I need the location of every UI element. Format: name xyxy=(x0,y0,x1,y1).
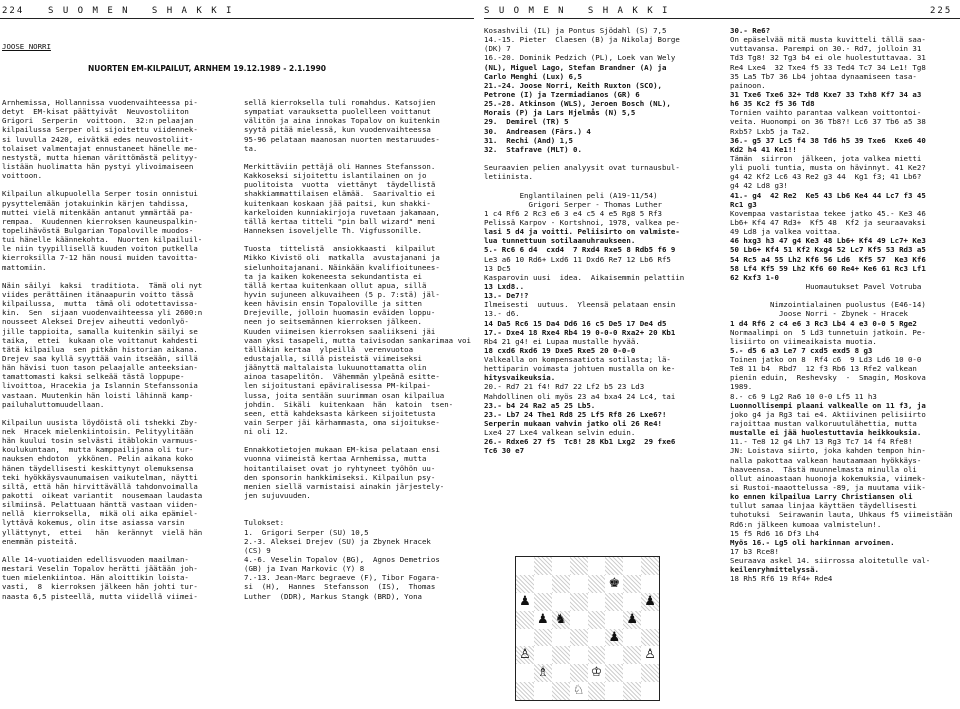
chess-square xyxy=(605,664,623,682)
col4-line: Re4 Lxe4 32 Txe4 f5 33 Ted4 Tc7 34 Le1! Tg8 xyxy=(730,62,926,72)
chess-square xyxy=(570,664,588,682)
col1-line: Kilpailun uusista löydöistä oli tshekki Zby- xyxy=(2,417,198,427)
col4-line: si Rustoi-maaottelussa -89, ja muutama viik- xyxy=(730,483,926,493)
chess-piece-square: ♟ xyxy=(623,611,641,629)
chess-square xyxy=(552,682,570,700)
chess-piece-square: ♗ xyxy=(534,664,552,682)
col3-line: Morais (P) ja Lars Hjelmås (N) 5,5 xyxy=(484,108,636,118)
col2-line: 95-96 pelataan maanosan nuorten mestaruudes- xyxy=(244,134,440,144)
col4-line: g4 42 Ld8 g3! xyxy=(730,181,788,191)
chess-piece-square: ♙ xyxy=(516,646,534,664)
col3-line: 18 cxd6 Rxd6 19 Dxe5 Rxe5 20 0-0-0 xyxy=(484,345,636,355)
col4-line: 31 Txe6 Txe6 32+ Td8 Kxe7 33 Txh8 Kf7 34 a3 xyxy=(730,89,922,99)
col2-line: vain Serper jäi kärhammasta, oma sijoitukse- xyxy=(244,417,440,427)
col4-line: tullut samaa linjaa käyttäen täydellisesti xyxy=(730,501,917,511)
col2-line: jen sujuvuuden. xyxy=(244,491,311,501)
col4-line: keilenryhmittelyssä. xyxy=(730,565,819,575)
col4-line: Kovempaa vastaristaa tekee jatko 45.- Ke3 46 xyxy=(730,208,926,218)
col4-line: Tornien vaihto parantaa valkean voittontoi- xyxy=(730,108,922,118)
col4-line: Lb6+ Kf4 47 Rd3+ Kf5 48 Kf2 ja seuraavaksi xyxy=(730,217,926,227)
chess-diagram xyxy=(515,556,660,701)
chess-square xyxy=(641,611,659,629)
chess-piece-square: ♟ xyxy=(641,593,659,611)
col3-line: 20.- Rd7 21 f4! Rd7 22 Lf2 b5 23 Ld3 xyxy=(484,382,645,392)
chess-square xyxy=(623,593,641,611)
col1-line: taika, ettei kukaan ole voittanut kahdesti xyxy=(2,335,198,345)
chess-square xyxy=(623,629,641,647)
col1-line: kilpailussa Serper oli sijoitettu viidennek- xyxy=(2,125,198,135)
col4-line: 36.- g5 37 Lc5 f4 38 Td6 h5 39 Txe6 Kxe6 40 xyxy=(730,135,926,145)
chess-square xyxy=(605,557,623,575)
chess-square xyxy=(623,557,641,575)
col1-line: siltä, että hän hirvittävällä tahdonvoimalla xyxy=(2,481,198,491)
col1-line: yllättynyt, ettei hän kerännyt vielä hän xyxy=(2,527,203,537)
column-1 xyxy=(2,98,230,704)
col2-line xyxy=(244,500,476,509)
col2-line: lussa, joita sentään suurimman osan kilpailua xyxy=(244,390,445,400)
col1-line: topelihävöstä Bulgarian Topaloville muodos- xyxy=(2,225,194,235)
col2-line: (GB) ja Ivan Markovic (Y) 8 xyxy=(244,564,365,574)
right-header-rule xyxy=(484,18,960,19)
chess-piece-square: ♞ xyxy=(552,611,570,629)
col1-line: Drejev saa kyllä syyttää vain itseään, sillä xyxy=(2,353,198,363)
col3-line: 32. Stafrave (MLT) 0. xyxy=(484,144,582,154)
chess-square xyxy=(570,593,588,611)
col1-line: tätä kilpailua sen pitkän historian aikana. xyxy=(2,344,198,354)
col3-line: 14.-15. Pieter Claesen (B) ja Nikolaj Borge xyxy=(484,35,680,45)
col4-line: Normaalimpi on 5 Ld3 tunnetuin jatkoin. Pe- xyxy=(730,327,926,337)
col4-line: 62 Kxf3 1-0 xyxy=(730,272,779,282)
col2-line: Kuuden viimeisen kierroksen saaliikseni jäi xyxy=(244,326,436,336)
col1-line: tolaiset valmentajat ennustaneet hänelle me- xyxy=(2,143,198,153)
col4-line: Seuraava askel 14. siirrossa aloitetulle val- xyxy=(730,556,931,566)
col3-line: Valkealla on kompensaatiota sotilasta; lä- xyxy=(484,355,671,365)
col1-line: teki hyökkäysvaunumaisen vaikutelman, näytti xyxy=(2,472,198,482)
col1-line xyxy=(2,272,230,281)
col2-line: keen hävisin ensin Topaloville ja sitten xyxy=(244,299,422,309)
col2-line: sympatiat varauksetta puolelleen voittanut xyxy=(244,107,431,117)
col2-line: den sponsorin hankkimiseksi. Kilpailun psy- xyxy=(244,472,436,482)
chess-square xyxy=(623,575,641,593)
col3-line: 13 Dc5 xyxy=(484,263,511,273)
col1-line: tui hänelle käännekohta. Nuorten kilpailuil- xyxy=(2,235,203,245)
col4-line: JN: Loistava siirto, joka kahden tempon hin- xyxy=(730,446,926,456)
col2-line: si (H), Hannes Stefansson (IS), Thomas xyxy=(244,582,436,592)
column-4 xyxy=(730,26,960,704)
chess-square xyxy=(588,646,606,664)
col4-line: vuttavansa. Parempi on 30.- Rd7, jolloin 31 xyxy=(730,44,922,54)
col1-line: detyt EM-kisat päättyivät Neuvostoliiton xyxy=(2,107,189,117)
col2-line: vaan yksi tasapeli, mutta taivisodan sankarimaa voi xyxy=(244,335,471,345)
chess-square xyxy=(641,575,659,593)
right-page-number: 225 xyxy=(930,6,953,16)
col2-line: Ennakkotietojen mukaan EM-kisa pelataan ensi xyxy=(244,445,440,455)
col4-line: nalla pakottaa valkean hautaamaan hyökkäys- xyxy=(730,455,922,465)
chess-square xyxy=(570,629,588,647)
right-running-title: S U O M E N S H A K K I xyxy=(484,6,670,16)
col2-line: jäänyttä maltalaista lukuunottamatta olin xyxy=(244,363,427,373)
col1-line: viides perättäinen itänaapurin voitto tässä xyxy=(2,289,194,299)
col3-line: Grigori Serper - Thomas Luther xyxy=(484,199,662,209)
col4-line: veita. Huonompi on 36 Tb8?! Lc6 37 Tb6 a5 38 xyxy=(730,117,926,127)
chess-square xyxy=(516,682,534,700)
col2-line: Mikko Kivistö oli matkalla avustajanani ja xyxy=(244,253,440,263)
column-2 xyxy=(244,98,476,704)
col2-line: edustajalla, sillä pisteistä viimeiseksi xyxy=(244,353,422,363)
col1-line: mestari Veselin Topalov herätti jäätään joh- xyxy=(2,564,198,574)
col4-line: 1 d4 Rf6 2 c4 e6 3 Rc3 Lb4 4 e3 0-0 5 Rge2 xyxy=(730,318,917,328)
col3-line: 31. Rechi (And) 1,5 xyxy=(484,135,573,145)
col1-line: Grigori Serperin voittoon. 32:n pelaajan xyxy=(2,116,194,126)
col4-line: 30.- Re6? xyxy=(730,26,771,35)
col4-line: 18 Rh5 Rf6 19 Rf4+ Rde4 xyxy=(730,574,833,584)
col4-line: h6 35 Kc2 f5 36 Td8 xyxy=(730,99,815,109)
col3-line: Lxe4 27 Lxe4 valkean selvin eduin. xyxy=(484,428,636,438)
col3-line: 13.- De7!? xyxy=(484,291,529,301)
chess-piece-square: ♚ xyxy=(608,575,621,591)
author-kicker: JOOSE NORRI xyxy=(2,42,51,51)
chess-square xyxy=(552,629,570,647)
col3-line: 29. Demirel (TR) 5 xyxy=(484,117,569,127)
chess-square xyxy=(588,575,606,593)
chess-piece-square: ♟ xyxy=(605,629,623,647)
chess-square xyxy=(534,646,552,664)
col4-line: Joose Norri - Zbynek - Hracek xyxy=(730,309,908,319)
col4-line: 54 Rc5 a4 55 Lh2 Kf6 56 Ld6 Kf5 57 Ke3 Kf6 xyxy=(730,254,926,264)
col1-line: lyttävä kokemus, olin itse asiassa varsin xyxy=(2,518,185,528)
chess-square xyxy=(605,646,623,664)
chess-square xyxy=(623,646,641,664)
col1-line: tamattomasti kaksi selkeää tästä loppupe- xyxy=(2,372,185,382)
col3-line xyxy=(484,154,716,163)
col4-line: 46 hxg3 h3 47 g4 Ke3 48 Lb6+ Kf4 49 Lc7+ Ke3 xyxy=(730,236,926,246)
chess-square xyxy=(552,664,570,682)
col3-line: letiinista. xyxy=(484,172,533,182)
col3-line: Carlo Menghi (Lux) 6,5 xyxy=(484,71,582,81)
col2-line: len sijoitustani epäviralisessa PM-kilpai- xyxy=(244,381,431,391)
col3-line: Kosashvili (IL) ja Pontus Sjödahl (S) 7,5 xyxy=(484,26,667,35)
col4-line: pienin eduin, Reshevsky - Smagin, Moskova xyxy=(730,373,926,383)
col3-line: 14 Da5 Rc6 15 Da4 Dd6 16 c5 De5 17 De4 d5 xyxy=(484,318,667,328)
col3-line: lua tunnettuun sotilaanuhraukseen. xyxy=(484,236,636,246)
chess-square xyxy=(534,593,552,611)
chess-square xyxy=(588,629,606,647)
col3-line: 13.- d6. xyxy=(484,309,520,319)
col3-line: 21.-24. Joose Norri, Keith Ruxton (SCO), xyxy=(484,80,662,90)
col2-line: neen jo seitsemännen kierroksen jälkeen. xyxy=(244,317,422,327)
col1-line: muttei vielä mitenkään antanut ymmärtää pa- xyxy=(2,207,194,217)
col4-line: 58 Lf4 Kf5 59 Lh2 Kf6 60 Re4+ Ke6 61 Rc3 Lf1 xyxy=(730,263,926,273)
col4-line: 1989. xyxy=(730,382,753,392)
col2-line xyxy=(244,153,476,162)
col4-line: Myös 16.- Lg5 oli harkinnan arvoinen. xyxy=(730,537,895,547)
col3-line: Ilmeisesti uutuus. Yleensä pelataan ensin xyxy=(484,300,676,310)
col2-line: hoitantilaiset ovat jo ryhtyneet työhön uu- xyxy=(244,463,436,473)
col3-line: Pelissä Karpov - Kortshnoi, 1978, valkea pe- xyxy=(484,217,680,227)
chess-square xyxy=(552,646,570,664)
col4-line: 41.- g4 42 Re2 Ke5 43 Lb6 Ke4 44 Lc7 f3 45 xyxy=(730,190,926,200)
chess-square xyxy=(534,557,552,575)
col1-line: Kilpailun alkupuolella Serper tosin onnistui xyxy=(2,189,198,199)
col2-line: menien siellä varmistaisi ainakin järjestely- xyxy=(244,481,445,491)
col1-line: Arnhemissa, Hollannissa vuodenvaihteessa pi- xyxy=(2,98,198,107)
col4-line: 35 La5 Tb7 36 Lb4 johtaa dynaamiseen tasa- xyxy=(730,71,917,81)
col3-line: hitysvaikeuksia. xyxy=(484,373,556,383)
col2-line: Hanneksen isoveljelle Th. Vigfussonille. xyxy=(244,225,422,235)
col2-line: sellä kierroksella tuli romahdus. Katsojien xyxy=(244,98,436,107)
chess-square xyxy=(570,611,588,629)
chess-square xyxy=(552,557,570,575)
chess-square xyxy=(534,682,552,700)
col3-line: 25.-28. Atkinson (WLS), Jeroen Bosch (NL), xyxy=(484,99,671,109)
col2-line: 4.-6. Veselin Topalov (BG), Agnos Demetrios xyxy=(244,555,440,565)
col4-line: Kd2 h4 41 Ke1!! xyxy=(730,144,797,154)
col3-line: Mahdollinen oli myös 23 a4 bxa4 24 Lc4, tai xyxy=(484,391,676,401)
col1-line: livoittoa, Hracekia ja Islannin Stefanssonia xyxy=(2,381,198,391)
col2-line: ta. xyxy=(244,143,258,153)
col1-line: mattomiin. xyxy=(2,262,47,272)
col4-line: 17 b3 Rce8! xyxy=(730,547,779,557)
chess-square xyxy=(552,575,570,593)
col3-line: 23.- Lb7 24 The1 Rd8 25 Lf5 Rf8 26 Lxe6?! xyxy=(484,409,667,419)
chess-square xyxy=(588,593,606,611)
col1-line xyxy=(2,180,230,189)
col3-line: (NL), Miguel Lago, Stefan Brandner (A) ja xyxy=(484,62,667,72)
chess-square xyxy=(534,575,552,593)
col4-line: Luonnollisempi plaani valkealle on 11 f3, ja xyxy=(730,400,926,410)
col3-line: (DK) 7 xyxy=(484,44,511,54)
chess-square xyxy=(516,629,534,647)
col1-line: rempaa. Kuudennen kierroksen kauneuspalkin- xyxy=(2,216,198,226)
col2-line: tällä kertaa titteli "pin ball wizard" meni xyxy=(244,216,436,226)
col2-line: 1. Grigori Serper (SU) 10,5 xyxy=(244,527,369,537)
col4-line: Te8 11 b4 Rbd7 12 f3 Rb6 13 Rfe2 valkean xyxy=(730,364,917,374)
col1-line: vasti, 8 kierroksen jälkeen hän johti tur- xyxy=(2,582,198,592)
col1-line: kin. Sen sijaan vuodenvaihteessa yli 2600:n xyxy=(2,308,203,318)
left-page-number: 224 xyxy=(2,6,25,16)
col2-line: välitön ja aina innokas Topalov on kuitenkin xyxy=(244,116,440,126)
chess-square xyxy=(605,682,623,700)
col2-line: Tulokset: xyxy=(244,518,285,528)
chess-square xyxy=(516,611,534,629)
column-3 xyxy=(484,26,716,552)
chess-piece-square: ♟ xyxy=(519,593,531,609)
chess-square xyxy=(588,557,606,575)
col3-line: 26.- Rdxe6 27 f5 Tc8! 28 Kb1 Lxg2 29 fxe6 xyxy=(484,437,676,447)
col3-line: 16.-20. Dominik Pedzich (PL), Loek van Wely xyxy=(484,53,676,63)
col4-line: Rd6:n jälkeen kumoaa valmistelun!. xyxy=(730,519,882,529)
col1-line: pakotti oikeat variantit nousemaan laudasta xyxy=(2,491,203,501)
col3-line: Seuraavien pelien analyysit ovat turnausbul- xyxy=(484,163,680,173)
col1-line: kilpailussa, mutta tämä oli odotettavissa- xyxy=(2,299,198,309)
chess-square xyxy=(570,575,588,593)
col1-line: enemmän pisteitä. xyxy=(2,536,78,546)
col3-line: Le3 a6 10 Rd6+ Lxd6 11 Dxd6 Re7 12 Lb6 Rf5 xyxy=(484,254,671,264)
chess-square xyxy=(641,682,659,700)
chess-square xyxy=(641,664,659,682)
col1-line: voittoon. xyxy=(2,171,43,181)
col4-line: 49 Ld8 ja valkea voittaa. xyxy=(730,227,842,237)
col2-line: (CS) 9 xyxy=(244,545,271,555)
col1-line xyxy=(2,409,230,418)
col4-line: Toinen jatko on 8 Rf4 c6 9 Ld3 Ld6 10 0-0 xyxy=(730,355,922,365)
col4-line: ko ennen kilpailua Larry Christiansen oli xyxy=(730,492,913,502)
col1-line: nauksen ehdoton ykkönen. Pelin aikana koko xyxy=(2,454,194,464)
col4-line: 50 Lb6+ Kf4 51 Kf2 Kxg4 52 Lc7 Kf5 53 Rd3 a5 xyxy=(730,245,926,255)
left-running-title: S U O M E N S H A K K I xyxy=(48,6,234,16)
col2-line: ainoa tasapelitön. Vähemmän ylpeänä esitte- xyxy=(244,372,440,382)
col4-line: tuhotuksi Seirawanin lauta, Uhkaus f5 viimeistään xyxy=(730,510,953,520)
col4-line: haaveensa. Tästä muunnelmasta minulla oli xyxy=(730,464,917,474)
col1-line: nousseet Aleksei Drejev aiheutti vedonlyö- xyxy=(2,317,189,327)
col3-line: 17.- Dxe4 18 Rxe4 Rb4 19 0-0-0 Rxa2+ 20 Kb1 xyxy=(484,327,676,337)
col3-line: 23.- b4 24 Ra2 a5 25 Lb5. xyxy=(484,400,596,410)
col2-line: karkeloiden kunniakirjoja ruvetaan jakamaan, xyxy=(244,207,440,217)
col2-line: johdin. Sikäli kuitenkaan hän katoin tsen- xyxy=(244,399,454,409)
col2-line xyxy=(244,235,476,244)
chess-square xyxy=(552,593,570,611)
chess-square xyxy=(641,629,659,647)
chess-square xyxy=(516,664,534,682)
col3-line xyxy=(484,181,716,190)
col4-line: 15 f5 Rd6 16 Df3 Lh4 xyxy=(730,528,819,538)
col4-line: yli puoli tuntia, musta on hävinnyt. 41 Ke2? xyxy=(730,163,926,173)
col2-line: ni oli 12. xyxy=(244,427,289,437)
col1-line: kierroksilla 7-12 hän nousi muiden tavoitta- xyxy=(2,253,198,263)
col3-line: 1 c4 Rf6 2 Rc3 e6 3 e4 c5 4 e5 Rg8 5 Rf3 xyxy=(484,208,662,218)
chess-square xyxy=(605,611,623,629)
col2-line: Kakkoseksi sijoitettu islantilainen on jo xyxy=(244,171,427,181)
col3-line: Englantilainen peli (A19-11/54) xyxy=(484,190,658,200)
col2-line: tälläkin kertaa ylpeillä verenvuotoa xyxy=(244,344,414,354)
chess-square xyxy=(516,575,534,593)
col4-line: mustalle ei jää huolestuttavia heikkouksia. xyxy=(730,428,922,438)
col1-line: si luvulla 2420, eivätkä edes neuvostoliit- xyxy=(2,134,194,144)
col1-line: nek Hracek mielenkiintoisin. Pelityylitään xyxy=(2,427,194,437)
chess-square xyxy=(570,557,588,575)
col1-line: pailuhaluttomuudellaan. xyxy=(2,399,105,409)
col1-line: naasta 6,5 pisteellä, mutta viidellä viimei- xyxy=(2,591,198,601)
col1-line: listään huolimatta hän pystyi ylivoimaiseen xyxy=(2,161,194,171)
col2-line: puolitoista vuotta viettänyt täydellistä xyxy=(244,180,436,190)
col4-line: rajoittaa mustan valkoruutulähettia, mutta xyxy=(730,419,917,429)
col1-line: hän kuului tosin selvästi itäblokin varmuus- xyxy=(2,436,198,446)
col2-line: shakkiammattilaisen elämää. Saarivaltio ei xyxy=(244,189,436,199)
col3-line: Tc6 30 e7 xyxy=(484,446,525,456)
col4-line: joko g4 ja Rg3 tai e4. Aktiivinen pelisiirto xyxy=(730,409,926,419)
col1-line xyxy=(2,546,230,555)
chess-square xyxy=(570,646,588,664)
chess-piece-square: ♙ xyxy=(644,647,656,663)
chess-piece-square: ♘ xyxy=(572,683,585,699)
col2-line: sielunhoitajanani. Näinkään kvalifioitunees- xyxy=(244,262,440,272)
col2-line: Luther (DDR), Markus Stangk (BRD), Yona xyxy=(244,591,422,601)
chess-square xyxy=(516,557,534,575)
chess-square xyxy=(605,593,623,611)
article-headline: NUORTEN EM-KILPAILUT, ARNHEM 19.12.1989 - 2.1.1990 xyxy=(88,64,327,73)
chess-square xyxy=(641,557,659,575)
col3-line: Kasparovin uusi idea. Aikaisemmin pelattiin xyxy=(484,272,685,282)
col1-line: koulukuntaan, mutta kamppailijana oli tur- xyxy=(2,445,194,455)
col1-line: hän hävisi tuon tason pelaajalle anteeksian- xyxy=(2,363,198,373)
col4-line: Huomautukset Pavel Votruba xyxy=(730,281,922,291)
col2-line: hyvin sujuneen alkuvaiheen (5 p. 7:stä) jäl- xyxy=(244,289,440,299)
left-header-rule xyxy=(0,18,474,19)
col3-line: Serperin mukaan vahvin jatko oli 26 Re4! xyxy=(484,419,662,429)
col2-line: Tuosta tittelistä ansiokkaasti kilpailut xyxy=(244,244,436,254)
col2-line: seen, että kahdeksasta kärkeen sijoitetusta xyxy=(244,408,436,418)
col1-line: le niin tyypillisellä kuuden voiton putkella xyxy=(2,244,198,254)
col1-line: nellä kierroksella, mikä oli aika epämiel- xyxy=(2,509,198,519)
col1-line: tuen mielenkiintoa. Hän aloittikin loista- xyxy=(2,573,189,583)
col3-line: Petrone (I) ja Tzermiadianos (GR) 6 xyxy=(484,89,640,99)
col4-line: painoon. xyxy=(730,80,766,90)
chess-piece-square: ♟ xyxy=(536,611,549,627)
col4-line: Rc1 g3 xyxy=(730,199,757,209)
col1-line: jille tappioita, samalla kuitenkin säilyi se xyxy=(2,326,198,336)
chess-square xyxy=(534,629,552,647)
col3-line: 30. Andreasen (Färs.) 4 xyxy=(484,126,591,136)
col2-line: vuonna viimeistä kertaa Arnhemissa, mutta xyxy=(244,454,427,464)
col3-line: Rb4 21 g4! ei Lupaa mustalle hyvää. xyxy=(484,336,640,346)
col2-line: 7.-13. Jean-Marc begraeve (F), Tibor Fogara- xyxy=(244,573,440,583)
chess-square xyxy=(623,682,641,700)
chess-square xyxy=(623,664,641,682)
col3-line: hettiparin voimasta johtuen mustalla on ke- xyxy=(484,364,676,374)
col3-line: lasi 5 d4 ja voitti. Peliisirto on valmiste- xyxy=(484,227,680,237)
col1-line: Näin säilyi kaksi traditiota. Tämä oli nyt xyxy=(2,280,203,290)
chess-piece-square: ♔ xyxy=(590,665,603,681)
chess-square xyxy=(588,611,606,629)
col3-line: 13 Lxd8.. xyxy=(484,281,525,291)
col4-line: ollut ainoastaan huonoja kokemuksia, viimek- xyxy=(730,473,926,483)
col1-line: silmiinsä. Pelattuaan hänttä vastaan viiden- xyxy=(2,500,198,510)
col4-line: Tämän siirron jälkeen, jota valkea mietti xyxy=(730,153,922,163)
col4-line: Td3 Tg8! 32 Tg3 b4 ei ole huolestuttavaa. 31 xyxy=(730,53,926,63)
col2-line: Merkittäviin pettäjä oli Hannes Stefansson. xyxy=(244,161,436,171)
col4-line: lisiirto on viimeaikaista muotia. xyxy=(730,336,877,346)
col4-line: On epäselvää mitä musta kuvitteli tällä saa- xyxy=(730,35,926,45)
col2-line: tällä kertaa kuitenkaan ollut apua, sillä xyxy=(244,280,427,290)
col2-line: syytä pitää mielessä, kun vuodenvaihteessa xyxy=(244,125,431,135)
col1-line: hänen täydellisesti keskittynyt olemuksensa xyxy=(2,463,194,473)
col2-line: kuitenkaan koskaan jää paitsi, kun shakki- xyxy=(244,198,431,208)
col2-line: 2.-3. Aleksei Drejev (SU) ja Zbynek Hracek xyxy=(244,536,431,546)
col4-line: 5.- d5 6 a3 Le7 7 cxd5 exd5 8 g3 xyxy=(730,345,873,355)
col1-line: nestystä, mutta hieman värittömästä pelityy- xyxy=(2,152,198,162)
col4-line: g4 42 Kf2 Lc6 43 Re2 g3 44 Kg1 f3; 41 Lb6? xyxy=(730,172,922,182)
col3-line: 5.- Rc6 6 d4 cxd4 7 Rxd4 Rxe5 8 Rdb5 f6 9 xyxy=(484,245,676,255)
col2-line xyxy=(244,436,476,445)
col4-line: Rxb5? Lxb5 ja Ta2. xyxy=(730,126,811,136)
col4-line: 11.- Te8 12 g4 Lh7 13 Rg3 Tc7 14 f4 Rfe8! xyxy=(730,437,913,447)
col1-line: Alle 14-vuotiaiden edellisvuoden maailman- xyxy=(2,555,189,565)
col2-line: ta ja kaiken kokeneesta sekundantista ei xyxy=(244,271,422,281)
col1-line: pysyttelemään jotakuinkin kärjen tahdissa, xyxy=(2,198,189,208)
col4-line xyxy=(730,291,960,300)
col4-line: 8.- c6 9 Lg2 Ra6 10 0-0 Lf5 11 h3 xyxy=(730,391,877,401)
col4-line: Nimzointialainen puolustus (E46-14) xyxy=(730,300,926,310)
col1-line: vastaan. Muutenkin hän loisti lähinnä kamp- xyxy=(2,390,194,400)
col2-line: Drejeville, jolloin huomasin eväiden loppu- xyxy=(244,308,436,318)
col2-line xyxy=(244,509,476,518)
chess-square xyxy=(588,682,606,700)
